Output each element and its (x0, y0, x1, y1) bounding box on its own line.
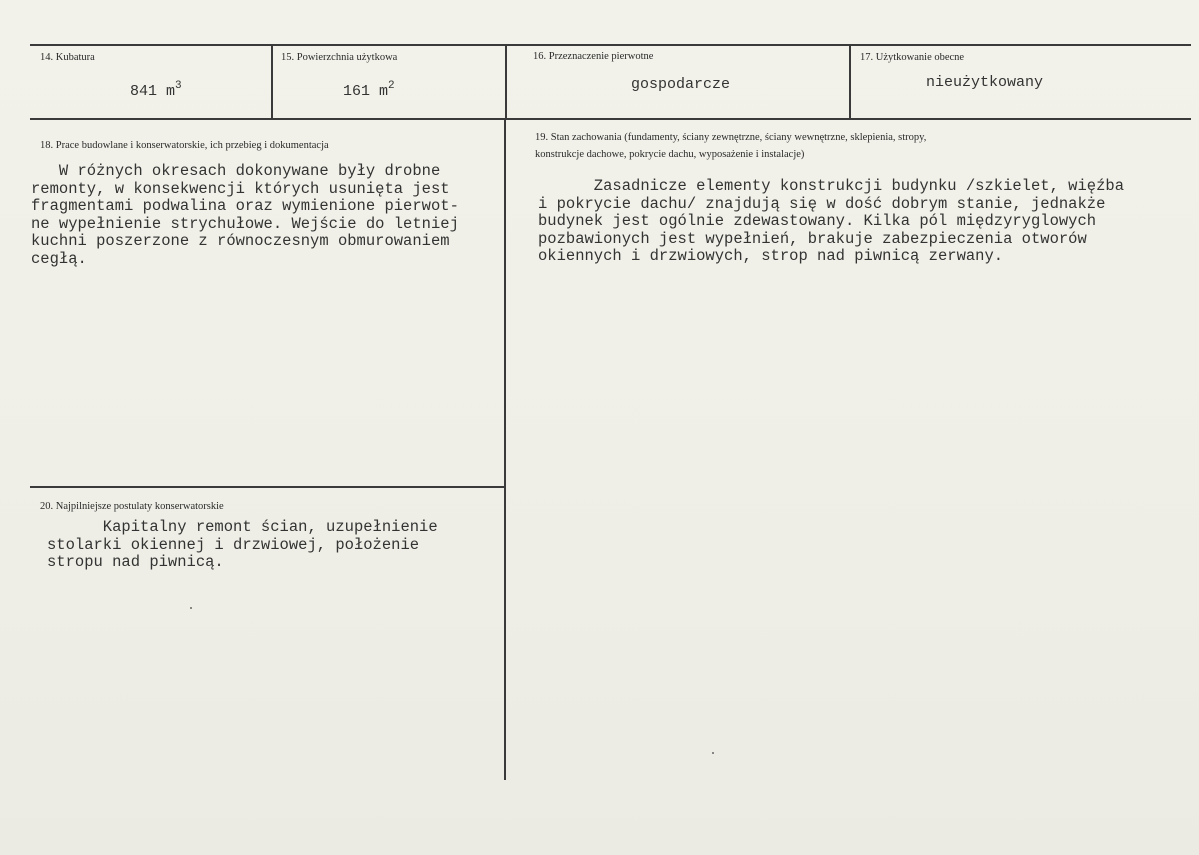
field-15-value (343, 80, 395, 100)
field-16-label: 16. Przeznaczenie pierwotne (533, 51, 654, 62)
field-14-label: 14. Kubatura (40, 52, 95, 63)
field-14-number: 841 m (130, 83, 176, 100)
field-17-value: nieużytkowany (926, 74, 1044, 91)
field-16-value: gospodarcze (631, 76, 731, 93)
field-19-label-continued: konstrukcje dachowe, pokrycie dachu, wyposażenie i instalacje) (535, 149, 805, 160)
field-19-label: 19. Stan zachowania (fundamenty, ściany zewnętrzne, ściany wewnętrzne, sklepienia, stropy, (535, 132, 927, 143)
field-15-number: 161 m (343, 83, 389, 100)
main-column-divider (504, 118, 506, 780)
field-20-label: 20. Najpilniejsze postulaty konserwatorskie (40, 501, 224, 512)
field-18-label: 18. Prace budowlane i konserwatorskie, ich przebieg i dokumentacja (40, 140, 329, 151)
field-15-label: 15. Powierzchnia użytkowa (281, 52, 398, 63)
scan-speck (190, 607, 192, 609)
field-15-exponent: 2 (388, 80, 395, 92)
scan-speck (712, 752, 714, 754)
field-18-text: W różnych okresach dokonywane były drobne remonty, w konsekwencji których usunięta jest fragmentami podwalina oraz wymienione pierwot- ne wypełnienie strychułowe. Wejście do letniej kuchni poszerzone z równoczesnym obmurowaniem cegłą. (31, 162, 459, 268)
field-17-label: 17. Użytkowanie obecne (860, 52, 965, 63)
field-20-text: Kapitalny remont ścian, uzupełnienie stolarki okiennej i drzwiowej, położenie stropu nad piwnicą. (47, 518, 438, 571)
divider-16-17 (849, 44, 851, 120)
row1-bottom-rule (30, 118, 1191, 120)
section20-top-rule (30, 486, 504, 488)
divider-14-15 (271, 44, 273, 120)
field-14-exponent: 3 (175, 80, 182, 92)
field-19-text: Zasadnicze elementy konstrukcji budynku /szkielet, więźba i pokrycie dachu/ znajdują się w dość dobrym stanie, jednakże budynek jest ogólnie zdewastowany. Kilka pól międzyryglowych pozbawionych jest wypełnień, brakuje zabezpieczenia otworów okiennych i drzwiowych, strop nad piwnicą zerwany. (538, 177, 1124, 265)
divider-15-16 (505, 44, 507, 120)
field-14-value (130, 80, 182, 100)
top-rule (30, 44, 1191, 46)
